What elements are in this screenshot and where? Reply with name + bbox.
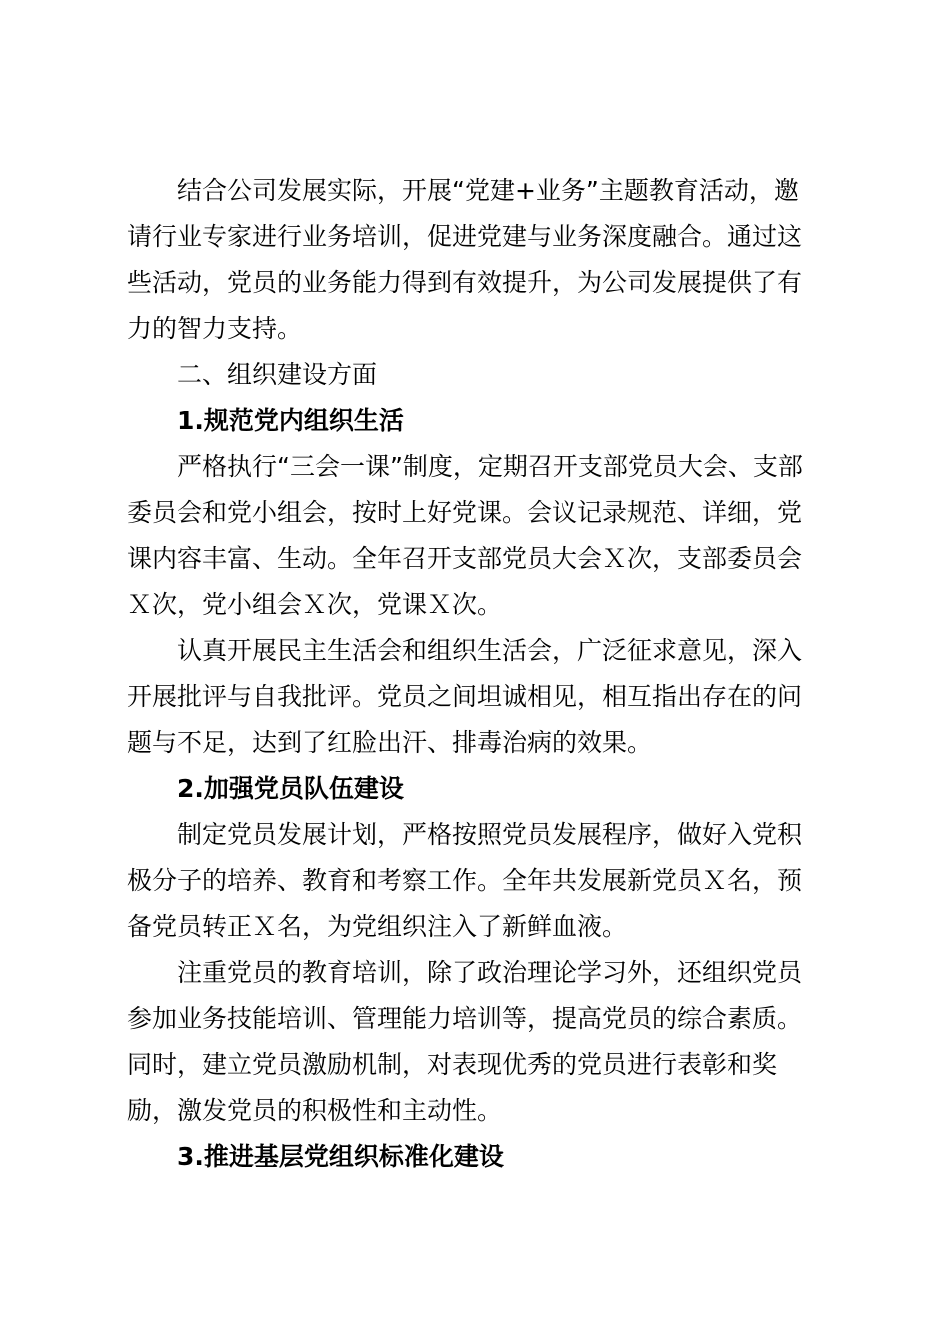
text-line: 参加业务技能培训、管理能力培训等，提高党员的综合素质。: [127, 1004, 803, 1033]
text-line: 同时，建立党员激励机制，对表现优秀的党员进行表彰和奖: [127, 1050, 778, 1079]
text-line: 开展批评与自我批评。党员之间坦诚相见，相互指出存在的问: [127, 682, 803, 711]
text-line: 委员会和党小组会，按时上好党课。会议记录规范、详细，党: [127, 498, 803, 527]
subheading: [127, 1134, 823, 1180]
subheading: [127, 766, 823, 812]
text-line: 制定党员发展计划，严格按照党员发展程序，做好入党积: [177, 820, 803, 849]
paragraph: [127, 168, 823, 352]
subheading: [127, 398, 823, 444]
text-line: 1.规范党内组织生活: [177, 406, 404, 435]
text-line: 课内容丰富、生动。全年召开支部党员大会Ｘ次，支部委员会: [127, 544, 803, 573]
text-line: 极分子的培养、教育和考察工作。全年共发展新党员Ｘ名，预: [127, 866, 803, 895]
text-line: 认真开展民主生活会和组织生活会，广泛征求意见，深入: [177, 636, 803, 665]
section-heading: [127, 352, 823, 398]
text-line: 注重党员的教育培训，除了政治理论学习外，还组织党员: [177, 958, 803, 987]
text-line: 严格执行“三会一课”制度，定期召开支部党员大会、支部: [177, 452, 803, 481]
text-line: Ｘ次，党小组会Ｘ次，党课Ｘ次。: [127, 590, 503, 619]
text-line: 2.加强党员队伍建设: [177, 774, 404, 803]
text-line: 力的智力支持。: [127, 314, 303, 343]
text-line: 备党员转正Ｘ名，为党组织注入了新鲜血液。: [127, 912, 628, 941]
text-line: 题与不足，达到了红脸出汗、排毒治病的效果。: [127, 728, 653, 757]
text-line: 励，激发党员的积极性和主动性。: [127, 1096, 503, 1125]
text-line: 些活动，党员的业务能力得到有效提升，为公司发展提供了有: [127, 268, 803, 297]
text-line: 3.推进基层党组织标准化建设: [177, 1142, 504, 1171]
paragraph: [127, 628, 823, 766]
text-line: 二、组织建设方面: [177, 360, 378, 389]
paragraph: [127, 444, 823, 628]
text-line: 结合公司发展实际，开展“党建+业务”主题教育活动，邀: [177, 176, 799, 205]
document-body: [127, 168, 823, 1180]
paragraph: [127, 812, 823, 950]
paragraph: [127, 950, 823, 1134]
text-line: 请行业专家进行业务培训，促进党建与业务深度融合。通过这: [127, 222, 803, 251]
